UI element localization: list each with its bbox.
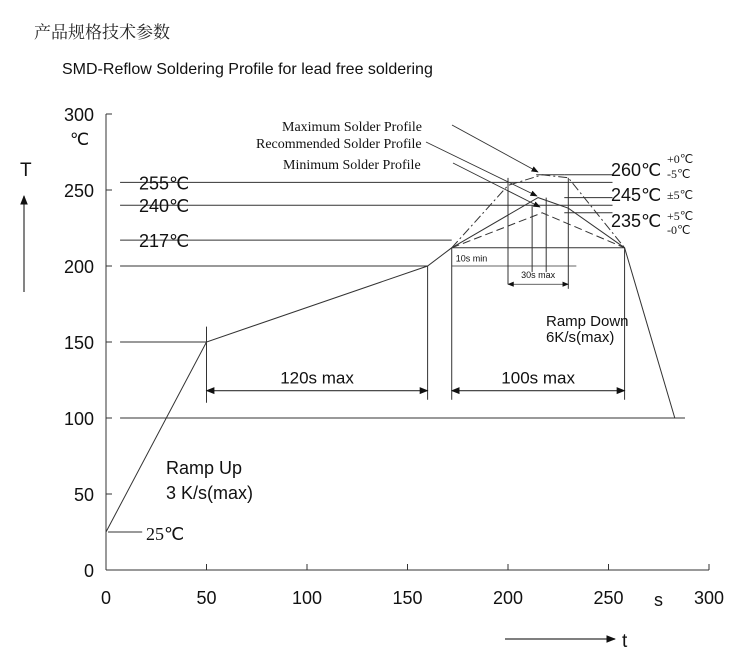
peak-label-245: 245℃ (611, 185, 662, 205)
x-tick-label: 150 (392, 588, 423, 608)
reference-line-label: 217℃ (138, 231, 190, 252)
x-tick-label: 50 (196, 588, 217, 608)
y-tick-label: 150 (63, 333, 94, 353)
y-tick-label: 300 (63, 105, 94, 125)
x-tick-label: 100 (291, 588, 323, 608)
peak-tol-245: ±5℃ (667, 188, 694, 202)
y-tick-label: 100 (63, 409, 94, 429)
y-unit-label: ℃ (70, 130, 90, 149)
legend-label-3: Minimum Solder Profile (283, 158, 421, 173)
reference-line-label: 240℃ (138, 196, 190, 217)
x-tick-label: 300 (693, 588, 725, 608)
legend-leader-1 (452, 125, 538, 172)
y-axis-label: T (20, 160, 32, 181)
x-tick-label: 250 (593, 588, 624, 608)
peak-tol-lower-260: -5℃ (667, 167, 691, 181)
min-time-label: 10s min (455, 253, 488, 264)
peak-tol-lower-235: -0℃ (667, 223, 691, 237)
chart-title: SMD-Reflow Soldering Profile for lead free soldering (62, 61, 433, 78)
y-tick-label: 0 (83, 561, 94, 581)
ramp-up-label: Ramp Up (166, 458, 243, 478)
y-tick-label: 250 (63, 181, 94, 201)
x-tick-label: 200 (492, 588, 524, 608)
max-time-label: 30s max (521, 270, 556, 281)
peak-label-260: 260℃ (611, 160, 662, 180)
peak-label-235: 235℃ (611, 211, 662, 231)
reference-line-label: 255℃ (138, 173, 190, 194)
ramp-down-rate-label: 6K/s(max) (546, 329, 615, 346)
preheat-dimension-label: 120s max (280, 368, 354, 388)
profile-line-3 (452, 213, 625, 248)
legend-leader-2 (426, 142, 537, 196)
x-axis-label: s (654, 590, 663, 610)
y-tick-label: 50 (73, 485, 94, 505)
time-arrow-label: t (622, 631, 628, 652)
ramp-up-rate-label: 3 K/s(max) (166, 483, 254, 503)
legend-label-2: Recommended Solder Profile (256, 137, 422, 152)
start-temp-label: 25℃ (146, 524, 185, 544)
peak-tol-upper-235: +5℃ (667, 209, 694, 223)
x-tick-label: 0 (100, 588, 112, 608)
liquidus-dimension-label: 100s max (501, 368, 576, 388)
legend-label-1: Maximum Solder Profile (282, 120, 422, 135)
y-tick-label: 200 (63, 257, 94, 277)
peak-tol-upper-260: +0℃ (667, 152, 694, 166)
ramp-down-label: Ramp Down (546, 313, 629, 330)
legend-leader-3 (453, 163, 540, 207)
page-header-text: 产品规格技术参数 (34, 23, 170, 43)
